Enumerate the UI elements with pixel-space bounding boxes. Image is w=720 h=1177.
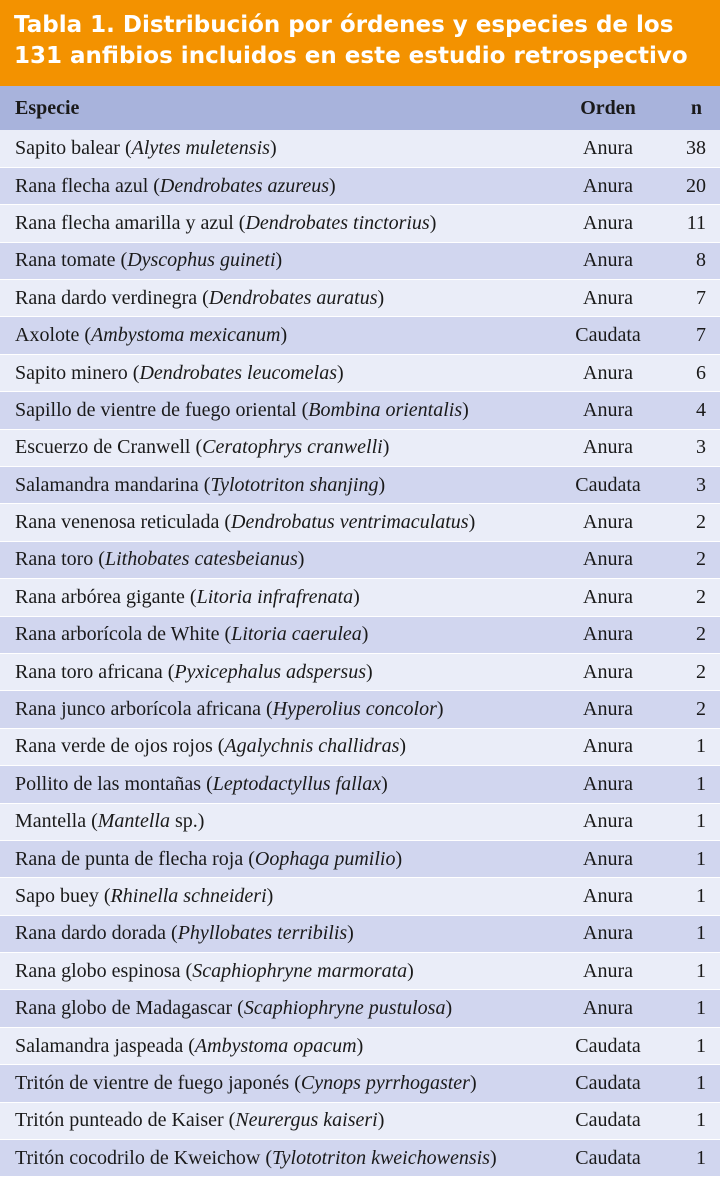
order-cell: Anura [555,579,661,616]
order-cell: Anura [555,990,661,1027]
count-cell: 2 [661,616,720,653]
count-cell: 2 [661,579,720,616]
species-name-suffix: ) [347,922,354,945]
species-common-name: Rana dardo dorada ( [15,922,178,945]
species-common-name: Salamandra mandarina ( [15,473,211,496]
species-name-suffix: ) [353,585,360,608]
column-header-especie: Especie [15,96,80,119]
species-name-suffix: ) [377,1109,385,1132]
species-common-name: Sapito balear ( [15,136,132,159]
species-scientific-name: Cynops pyrrhogaster [300,1071,470,1094]
count-cell: 11 [661,205,720,242]
species-scientific-name: Dyscophus guineti [127,249,276,272]
species-cell [0,1102,555,1139]
order-cell: Anura [555,915,661,952]
species-common-name: Rana flecha azul ( [15,174,160,197]
count-cell: 20 [661,167,720,204]
order-cell: Anura [555,280,661,317]
count-cell: 2 [661,504,720,541]
species-name-suffix: ) [407,959,414,982]
column-header-n: n [690,96,702,119]
order-cell: Caudata [555,1027,661,1064]
species-common-name: Rana toro africana ( [15,660,175,683]
table-row [0,803,720,840]
species-name-suffix: ) [382,436,390,459]
count-cell: 7 [661,317,720,354]
species-name-suffix: ) [297,548,305,571]
count-cell: 2 [661,541,720,578]
species-common-name: Sapito minero ( [15,361,140,384]
table-row [0,1027,720,1064]
table-row [0,130,720,167]
species-name-suffix: ) [377,286,385,309]
count-cell: 3 [661,429,720,466]
order-cell: Anura [555,728,661,765]
count-cell: 1 [661,1102,720,1139]
species-table [0,86,720,1177]
order-cell: Anura [555,541,661,578]
species-cell [0,280,555,317]
species-name-suffix: ) [266,885,274,907]
table-body [0,130,720,1177]
table-row [0,354,720,391]
species-common-name: Sapillo de vientre de fuego oriental ( [15,398,309,421]
species-common-name: Rana tomate ( [15,249,128,272]
species-cell [0,242,555,279]
table-title [0,0,720,86]
order-cell: Anura [555,167,661,204]
species-common-name: Rana dardo verdinegra ( [15,286,209,309]
table-title-line-2: 131 anfibios incluidos en este estudio retrospectivo [14,43,688,69]
order-cell: Anura [555,878,661,915]
order-cell: Caudata [555,1065,661,1102]
count-cell: 3 [661,467,720,504]
species-name-suffix: ) [429,211,437,234]
table-row [0,990,720,1027]
order-cell: Anura [555,691,661,728]
species-cell [0,766,555,803]
count-cell: 1 [661,766,720,803]
table-row [0,616,720,653]
table-row [0,728,720,765]
species-scientific-name: Hyperolius concolor [272,698,437,721]
order-cell: Anura [555,130,661,167]
species-common-name: Escuerzo de Cranwell ( [15,436,203,459]
species-common-name: Rana junco arborícola africana ( [15,698,273,721]
species-cell [0,915,555,952]
species-name-suffix: ) [395,847,403,870]
species-scientific-name: Bombina orientalis [308,398,463,421]
species-common-name: Axolote ( [15,324,92,347]
table-row [0,1102,720,1139]
species-cell [0,1065,555,1102]
count-cell: 2 [661,691,720,728]
column-header-orden: Orden [580,96,636,119]
species-scientific-name: Rhinella schneideri [110,885,267,907]
species-name-suffix: sp.) [169,810,205,833]
count-cell: 1 [661,1140,720,1177]
table-row [0,691,720,728]
table-row [0,205,720,242]
count-cell: 4 [661,392,720,429]
table-row [0,392,720,429]
species-cell [0,541,555,578]
order-cell: Caudata [555,467,661,504]
species-cell [0,840,555,877]
species-scientific-name: Neurergus kaiseri [235,1109,378,1132]
species-common-name: Rana toro ( [15,548,105,571]
count-cell: 1 [661,1065,720,1102]
table-row [0,504,720,541]
order-cell: Anura [555,616,661,653]
species-cell [0,803,555,840]
species-name-suffix: ) [381,772,388,795]
species-cell [0,878,555,915]
species-cell [0,990,555,1027]
species-cell [0,1027,555,1064]
species-scientific-name: Ceratophrys cranwelli [202,436,383,459]
species-common-name: Rana de punta de flecha roja ( [15,847,255,870]
table-row [0,1065,720,1102]
species-scientific-name: Dendrobates azureus [159,174,329,197]
species-name-suffix: ) [378,473,386,496]
count-cell: 1 [661,878,720,915]
order-cell: Anura [555,392,661,429]
count-cell: 6 [661,354,720,391]
order-cell: Caudata [555,1140,661,1177]
species-cell [0,616,555,653]
count-cell: 1 [661,1027,720,1064]
count-cell: 1 [661,728,720,765]
species-cell [0,205,555,242]
order-cell: Anura [555,429,661,466]
species-cell [0,728,555,765]
species-scientific-name: Scaphiophryne marmorata [192,959,408,982]
count-cell: 1 [661,915,720,952]
order-cell: Anura [555,953,661,990]
species-scientific-name: Dendrobates leucomelas [139,361,337,384]
table-row [0,840,720,877]
order-cell: Anura [555,504,661,541]
order-cell: Anura [555,803,661,840]
species-scientific-name: Dendrobates auratus [208,286,378,309]
species-cell [0,467,555,504]
species-name-suffix: ) [337,361,344,384]
species-name-suffix: ) [366,660,373,683]
order-cell: Anura [555,242,661,279]
species-scientific-name: Litoria caerulea [231,623,362,646]
order-cell: Anura [555,766,661,803]
species-common-name: Rana venenosa reticulada ( [15,511,232,534]
species-scientific-name: Ambystoma mexicanum [91,324,281,347]
table-row [0,167,720,204]
species-name-suffix: ) [462,398,469,421]
species-common-name: Rana arborícola de White ( [15,623,232,646]
species-scientific-name: Oophaga pumilio [254,847,396,870]
species-common-name: Rana verde de ojos rojos ( [15,735,225,758]
table-row [0,1140,720,1177]
table-row [0,953,720,990]
species-name-suffix: ) [445,997,453,1020]
species-scientific-name: Mantella [97,810,170,833]
species-cell [0,504,555,541]
order-cell: Anura [555,653,661,690]
species-scientific-name: Alytes muletensis [131,136,270,159]
species-cell [0,167,555,204]
species-common-name: Tritón punteado de Kaiser ( [15,1109,236,1132]
order-cell: Caudata [555,317,661,354]
species-scientific-name: Agalychnis challidras [224,735,400,758]
species-name-suffix: ) [361,623,369,646]
species-scientific-name: Litoria infrafrenata [196,585,354,608]
species-cell [0,953,555,990]
count-cell: 1 [661,953,720,990]
count-cell: 8 [661,242,720,279]
species-name-suffix: ) [399,735,407,758]
table-title-line-1: Tabla 1. Distribución por órdenes y especies de los [14,12,674,38]
species-cell [0,392,555,429]
table-header-row [0,86,720,130]
species-name-suffix: ) [328,174,336,197]
species-name-suffix: ) [436,698,444,721]
species-cell [0,429,555,466]
species-common-name: Sapo buey ( [15,885,111,907]
table-row [0,878,720,915]
species-name-suffix: ) [275,249,283,272]
species-scientific-name: Ambystoma opacum [194,1034,357,1057]
species-cell [0,1140,555,1177]
count-cell: 38 [661,130,720,167]
count-cell: 1 [661,803,720,840]
species-scientific-name: Dendrobatus ventrimaculatus [231,511,469,534]
species-name-suffix: ) [280,324,288,347]
count-cell: 7 [661,280,720,317]
species-scientific-name: Dendrobates tinctorius [245,211,430,234]
species-cell [0,691,555,728]
species-cell [0,579,555,616]
species-scientific-name: Tylototriton shanjing [210,473,379,496]
species-scientific-name: Lithobates catesbeianus [104,548,298,571]
species-scientific-name: Phyllobates terribilis [177,922,348,945]
species-scientific-name: Leptodactyllus fallax [212,772,382,795]
order-cell: Anura [555,205,661,242]
count-cell: 2 [661,653,720,690]
species-name-suffix: ) [269,136,277,159]
species-scientific-name: Pyxicephalus adspersus [174,660,366,683]
species-common-name: Rana globo espinosa ( [15,959,193,982]
table-row [0,242,720,279]
count-cell: 1 [661,840,720,877]
species-name-suffix: ) [489,1146,497,1169]
species-common-name: Tritón cocodrilo de Kweichow ( [15,1146,272,1169]
species-cell [0,354,555,391]
order-cell: Anura [555,840,661,877]
table-row [0,467,720,504]
table-row [0,429,720,466]
species-common-name: Salamandra jaspeada ( [15,1034,195,1057]
table-row [0,579,720,616]
table-row [0,317,720,354]
species-name-suffix: ) [469,1071,477,1094]
species-common-name: Rana flecha amarilla y azul ( [15,211,246,234]
table-row [0,653,720,690]
species-cell [0,317,555,354]
species-scientific-name: Scaphiophryne pustulosa [243,997,446,1020]
species-name-suffix: ) [356,1034,364,1057]
table-row [0,280,720,317]
count-cell: 1 [661,990,720,1027]
order-cell: Anura [555,354,661,391]
species-common-name: Mantella ( [15,810,98,833]
species-cell [0,653,555,690]
species-cell [0,130,555,167]
species-common-name: Tritón de vientre de fuego japonés ( [15,1071,301,1094]
species-name-suffix: ) [468,511,476,534]
species-common-name: Rana arbórea gigante ( [15,585,197,608]
table-row [0,541,720,578]
species-scientific-name: Tylototriton kweichowensis [272,1146,490,1169]
table-row [0,915,720,952]
species-common-name: Pollito de las montañas ( [15,772,213,795]
order-cell: Caudata [555,1102,661,1139]
table-row [0,766,720,803]
species-common-name: Rana globo de Madagascar ( [15,997,244,1020]
